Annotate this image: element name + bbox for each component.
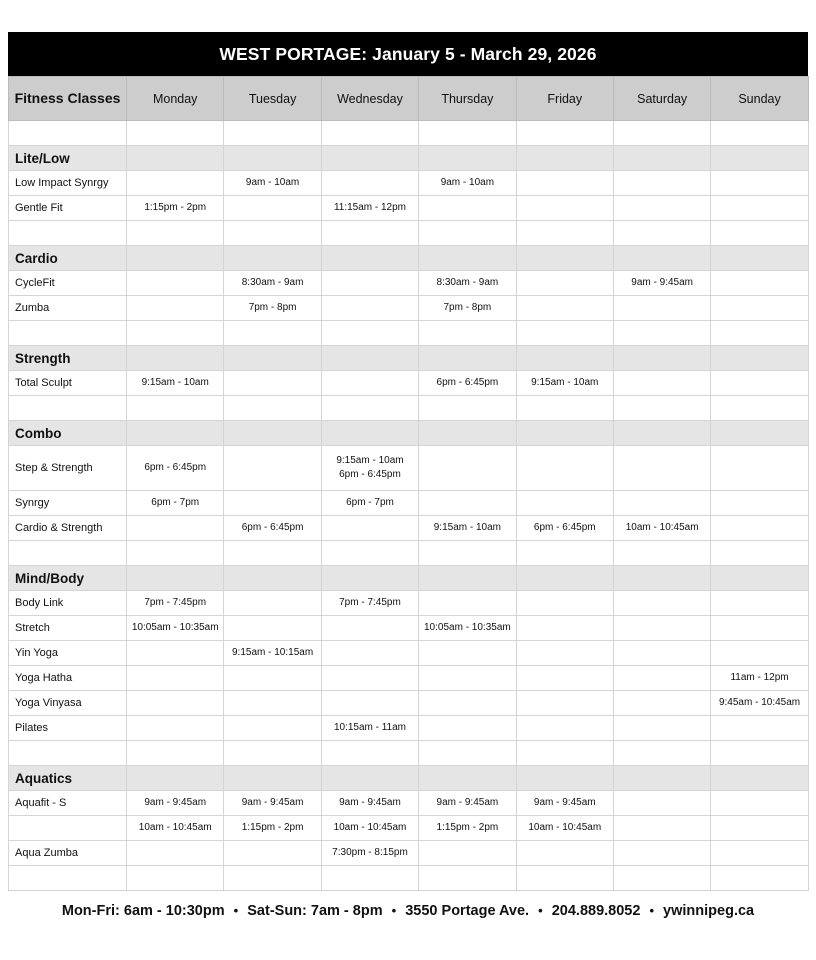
spacer-cell bbox=[127, 396, 224, 421]
section-header-cell bbox=[419, 246, 516, 271]
class-name-cell: Low Impact Synrgy bbox=[9, 171, 127, 196]
class-name-cell: Body Link bbox=[9, 591, 127, 616]
spacer-cell bbox=[9, 121, 127, 146]
spacer-row bbox=[9, 121, 809, 146]
section-header-row bbox=[9, 421, 809, 446]
class-time-cell bbox=[516, 691, 613, 716]
class-time-cell bbox=[321, 641, 418, 666]
class-time-cell: 9:15am - 10am bbox=[419, 516, 516, 541]
spacer-cell bbox=[711, 321, 808, 346]
section-header-cell bbox=[613, 766, 710, 791]
spacer-cell bbox=[516, 741, 613, 766]
class-time-cell bbox=[127, 171, 224, 196]
class-time-cell bbox=[516, 171, 613, 196]
spacer-cell bbox=[224, 866, 321, 891]
class-time-cell bbox=[711, 641, 808, 666]
section-header-cell bbox=[711, 421, 808, 446]
section-header-cell bbox=[127, 246, 224, 271]
column-header-sunday: Sunday bbox=[711, 77, 808, 121]
spacer-cell bbox=[321, 396, 418, 421]
section-header-cell bbox=[127, 766, 224, 791]
class-time-cell bbox=[516, 841, 613, 866]
section-header-cell bbox=[321, 766, 418, 791]
class-time-cell bbox=[321, 516, 418, 541]
spacer-cell bbox=[127, 741, 224, 766]
spacer-cell bbox=[9, 321, 127, 346]
class-time-cell: 6pm - 7pm bbox=[127, 491, 224, 516]
spacer-cell bbox=[127, 866, 224, 891]
section-header-row bbox=[9, 246, 809, 271]
section-header-row bbox=[9, 146, 809, 171]
section-header-cell bbox=[224, 566, 321, 591]
spacer-cell bbox=[321, 741, 418, 766]
spacer-cell bbox=[419, 866, 516, 891]
class-time-cell bbox=[419, 691, 516, 716]
class-time-cell bbox=[711, 791, 808, 816]
footer-separator-4: • bbox=[649, 903, 655, 918]
footer-website: ywinnipeg.ca bbox=[663, 903, 755, 919]
section-header-cell bbox=[419, 566, 516, 591]
class-time-cell bbox=[321, 271, 418, 296]
class-name-cell: Cardio & Strength bbox=[9, 516, 127, 541]
spacer-cell bbox=[127, 221, 224, 246]
section-header-cell bbox=[127, 421, 224, 446]
class-time-cell: 10am - 10:45am bbox=[127, 816, 224, 841]
class-name-cell: Total Sculpt bbox=[9, 371, 127, 396]
spacer-cell bbox=[516, 121, 613, 146]
spacer-cell bbox=[9, 396, 127, 421]
column-header-thursday: Thursday bbox=[419, 77, 516, 121]
class-time-cell: 11:15am - 12pm bbox=[321, 196, 418, 221]
class-row bbox=[9, 641, 809, 666]
class-time-cell: 10am - 10:45am bbox=[613, 516, 710, 541]
section-header-cell bbox=[419, 146, 516, 171]
class-time-cell bbox=[321, 296, 418, 321]
section-header-cell bbox=[613, 566, 710, 591]
class-row bbox=[9, 516, 809, 541]
class-name-cell: Yoga Hatha bbox=[9, 666, 127, 691]
class-time-cell: 9:15am - 10am 6pm - 6:45pm bbox=[321, 446, 418, 491]
class-time-cell: 6pm - 7pm bbox=[321, 491, 418, 516]
class-time-cell: 9am - 9:45am bbox=[224, 791, 321, 816]
section-header-cell bbox=[321, 146, 418, 171]
class-time-cell: 10:15am - 11am bbox=[321, 716, 418, 741]
spacer-cell bbox=[321, 221, 418, 246]
class-time-cell: 10:05am - 10:35am bbox=[127, 616, 224, 641]
class-row bbox=[9, 816, 809, 841]
spacer-cell bbox=[711, 221, 808, 246]
spacer-cell bbox=[516, 541, 613, 566]
spacer-cell bbox=[613, 221, 710, 246]
class-row bbox=[9, 666, 809, 691]
class-time-cell bbox=[224, 591, 321, 616]
section-header-cell bbox=[321, 346, 418, 371]
class-time-cell: 10am - 10:45am bbox=[516, 816, 613, 841]
spacer-cell bbox=[516, 321, 613, 346]
class-time-cell bbox=[516, 491, 613, 516]
spacer-cell bbox=[321, 321, 418, 346]
class-time-cell: 1:15pm - 2pm bbox=[419, 816, 516, 841]
class-time-cell bbox=[613, 791, 710, 816]
class-time-cell bbox=[613, 171, 710, 196]
class-time-cell: 7pm - 8pm bbox=[224, 296, 321, 321]
class-time-cell bbox=[127, 716, 224, 741]
spacer-cell bbox=[321, 121, 418, 146]
class-time-cell bbox=[613, 641, 710, 666]
class-time-cell bbox=[613, 491, 710, 516]
spacer-cell bbox=[224, 321, 321, 346]
section-header-label: Strength bbox=[9, 346, 127, 371]
class-time-cell bbox=[711, 816, 808, 841]
class-time-cell bbox=[224, 196, 321, 221]
spacer-cell bbox=[613, 541, 710, 566]
section-header-label: Cardio bbox=[9, 246, 127, 271]
table-header bbox=[9, 77, 809, 121]
column-header-wednesday: Wednesday bbox=[321, 77, 418, 121]
spacer-cell bbox=[419, 396, 516, 421]
class-time-cell bbox=[419, 666, 516, 691]
class-time-cell bbox=[127, 666, 224, 691]
spacer-cell bbox=[224, 221, 321, 246]
fitness-schedule-table bbox=[8, 76, 809, 891]
class-row bbox=[9, 491, 809, 516]
class-name-cell bbox=[9, 816, 127, 841]
column-header-fitness-classes: Fitness Classes bbox=[9, 77, 127, 121]
class-time-cell bbox=[613, 616, 710, 641]
class-time-cell bbox=[516, 616, 613, 641]
class-time-cell: 6pm - 6:45pm bbox=[419, 371, 516, 396]
section-header-cell bbox=[516, 566, 613, 591]
class-name-cell: Pilates bbox=[9, 716, 127, 741]
column-header-monday: Monday bbox=[127, 77, 224, 121]
class-time-cell bbox=[224, 446, 321, 491]
class-time-cell bbox=[613, 591, 710, 616]
section-header-cell bbox=[127, 566, 224, 591]
section-header-row bbox=[9, 566, 809, 591]
class-name-cell: Yoga Vinyasa bbox=[9, 691, 127, 716]
class-time-cell bbox=[224, 616, 321, 641]
class-time-cell bbox=[711, 591, 808, 616]
section-header-cell bbox=[516, 246, 613, 271]
class-time-cell bbox=[613, 446, 710, 491]
class-time-cell bbox=[127, 516, 224, 541]
spacer-cell bbox=[224, 741, 321, 766]
spacer-cell bbox=[711, 866, 808, 891]
class-time-cell: 1:15pm - 2pm bbox=[127, 196, 224, 221]
class-time-cell: 9am - 10am bbox=[419, 171, 516, 196]
spacer-cell bbox=[127, 321, 224, 346]
section-header-cell bbox=[516, 766, 613, 791]
class-time-cell: 8:30am - 9am bbox=[224, 271, 321, 296]
class-row bbox=[9, 841, 809, 866]
section-header-cell bbox=[321, 421, 418, 446]
spacer-cell bbox=[613, 121, 710, 146]
section-header-cell bbox=[711, 346, 808, 371]
class-time-cell bbox=[711, 516, 808, 541]
column-header-tuesday: Tuesday bbox=[224, 77, 321, 121]
class-time-cell: 6pm - 6:45pm bbox=[516, 516, 613, 541]
class-time-cell bbox=[127, 691, 224, 716]
section-header-label: Mind/Body bbox=[9, 566, 127, 591]
spacer-row bbox=[9, 321, 809, 346]
class-time-cell bbox=[711, 296, 808, 321]
class-time-cell: 7pm - 7:45pm bbox=[127, 591, 224, 616]
class-time-cell: 11am - 12pm bbox=[711, 666, 808, 691]
section-header-cell bbox=[224, 766, 321, 791]
class-time-cell bbox=[419, 591, 516, 616]
class-time-cell bbox=[613, 716, 710, 741]
class-time-cell: 9:15am - 10:15am bbox=[224, 641, 321, 666]
class-row bbox=[9, 616, 809, 641]
section-header-cell bbox=[321, 246, 418, 271]
class-time-cell bbox=[613, 816, 710, 841]
class-time-cell: 9am - 9:45am bbox=[321, 791, 418, 816]
spacer-row bbox=[9, 221, 809, 246]
class-time-cell bbox=[127, 641, 224, 666]
class-time-cell bbox=[419, 446, 516, 491]
class-name-cell: Stretch bbox=[9, 616, 127, 641]
spacer-row bbox=[9, 866, 809, 891]
class-time-cell: 7pm - 7:45pm bbox=[321, 591, 418, 616]
section-header-label: Aquatics bbox=[9, 766, 127, 791]
class-time-cell bbox=[613, 371, 710, 396]
spacer-cell bbox=[127, 541, 224, 566]
class-time-cell bbox=[321, 616, 418, 641]
spacer-cell bbox=[516, 396, 613, 421]
class-time-cell bbox=[711, 716, 808, 741]
class-time-cell: 9:15am - 10am bbox=[516, 371, 613, 396]
class-time-cell bbox=[321, 171, 418, 196]
footer-separator-3: • bbox=[538, 903, 543, 918]
section-header-row bbox=[9, 766, 809, 791]
spacer-cell bbox=[419, 121, 516, 146]
class-time-cell bbox=[321, 371, 418, 396]
spacer-cell bbox=[9, 221, 127, 246]
footer-weekday-hours: Mon-Fri: 6am - 10:30pm bbox=[61, 903, 225, 919]
class-time-cell: 9:45am - 10:45am bbox=[711, 691, 808, 716]
spacer-cell bbox=[419, 541, 516, 566]
class-time-cell bbox=[419, 196, 516, 221]
section-header-label: Combo bbox=[9, 421, 127, 446]
section-header-cell bbox=[224, 146, 321, 171]
class-name-cell: Zumba bbox=[9, 296, 127, 321]
class-time-cell bbox=[711, 446, 808, 491]
table-body bbox=[9, 121, 809, 891]
class-time-cell bbox=[419, 491, 516, 516]
spacer-cell bbox=[419, 321, 516, 346]
class-time-cell bbox=[711, 841, 808, 866]
section-header-cell bbox=[711, 766, 808, 791]
section-header-cell bbox=[516, 421, 613, 446]
class-time-cell bbox=[516, 446, 613, 491]
class-time-cell: 6pm - 6:45pm bbox=[224, 516, 321, 541]
section-header-row bbox=[9, 346, 809, 371]
section-header-cell bbox=[516, 146, 613, 171]
footer-separator-2: • bbox=[391, 903, 397, 918]
class-time-cell bbox=[613, 691, 710, 716]
section-header-label: Lite/Low bbox=[9, 146, 127, 171]
class-name-cell: Step & Strength bbox=[9, 446, 127, 491]
spacer-cell bbox=[711, 541, 808, 566]
class-time-cell bbox=[224, 491, 321, 516]
footer-weekend-hours: Sat-Sun: 7am - 8pm bbox=[247, 903, 383, 919]
class-time-cell bbox=[127, 841, 224, 866]
spacer-cell bbox=[613, 741, 710, 766]
class-time-cell bbox=[321, 691, 418, 716]
section-header-cell bbox=[516, 346, 613, 371]
section-header-cell bbox=[613, 146, 710, 171]
class-row bbox=[9, 716, 809, 741]
spacer-cell bbox=[224, 541, 321, 566]
section-header-cell bbox=[419, 346, 516, 371]
class-time-cell: 7pm - 8pm bbox=[419, 296, 516, 321]
section-header-cell bbox=[224, 346, 321, 371]
class-time-cell: 6pm - 6:45pm bbox=[127, 446, 224, 491]
spacer-cell bbox=[419, 741, 516, 766]
class-time-cell bbox=[613, 841, 710, 866]
class-time-cell bbox=[711, 271, 808, 296]
class-time-cell bbox=[711, 371, 808, 396]
footer-address: 3550 Portage Ave. bbox=[405, 903, 530, 919]
spacer-cell bbox=[516, 221, 613, 246]
section-header-cell bbox=[613, 246, 710, 271]
class-time-cell: 10am - 10:45am bbox=[321, 816, 418, 841]
class-time-cell bbox=[224, 371, 321, 396]
spacer-row bbox=[9, 541, 809, 566]
class-name-cell: Aqua Zumba bbox=[9, 841, 127, 866]
spacer-row bbox=[9, 396, 809, 421]
class-time-cell bbox=[516, 296, 613, 321]
footer-separator-1: • bbox=[233, 903, 239, 918]
schedule-title-bar bbox=[8, 32, 808, 76]
class-row bbox=[9, 591, 809, 616]
footer-info bbox=[0, 903, 816, 919]
class-time-cell bbox=[224, 841, 321, 866]
class-row bbox=[9, 296, 809, 321]
class-time-cell: 10:05am - 10:35am bbox=[419, 616, 516, 641]
spacer-cell bbox=[711, 396, 808, 421]
class-time-cell: 1:15pm - 2pm bbox=[224, 816, 321, 841]
class-time-cell bbox=[613, 296, 710, 321]
class-row bbox=[9, 791, 809, 816]
class-time-cell bbox=[711, 616, 808, 641]
spacer-cell bbox=[419, 221, 516, 246]
section-header-cell bbox=[127, 146, 224, 171]
section-header-cell bbox=[613, 421, 710, 446]
class-time-cell: 9am - 9:45am bbox=[419, 791, 516, 816]
class-time-cell bbox=[516, 196, 613, 221]
class-row bbox=[9, 271, 809, 296]
class-time-cell bbox=[516, 716, 613, 741]
footer-phone: 204.889.8052 bbox=[551, 903, 641, 919]
class-time-cell: 9am - 10am bbox=[224, 171, 321, 196]
class-time-cell bbox=[224, 666, 321, 691]
class-time-cell bbox=[613, 196, 710, 221]
section-header-cell bbox=[321, 566, 418, 591]
spacer-cell bbox=[127, 121, 224, 146]
section-header-cell bbox=[224, 246, 321, 271]
class-time-cell bbox=[516, 271, 613, 296]
class-name-cell: Yin Yoga bbox=[9, 641, 127, 666]
section-header-cell bbox=[613, 346, 710, 371]
class-time-cell bbox=[711, 196, 808, 221]
class-time-cell: 9:15am - 10am bbox=[127, 371, 224, 396]
class-time-cell bbox=[419, 641, 516, 666]
class-time-cell bbox=[127, 296, 224, 321]
class-row bbox=[9, 196, 809, 221]
class-time-cell bbox=[419, 841, 516, 866]
class-name-cell: Gentle Fit bbox=[9, 196, 127, 221]
spacer-cell bbox=[321, 866, 418, 891]
class-time-cell bbox=[224, 691, 321, 716]
spacer-cell bbox=[516, 866, 613, 891]
spacer-cell bbox=[224, 121, 321, 146]
spacer-cell bbox=[711, 121, 808, 146]
class-name-cell: CycleFit bbox=[9, 271, 127, 296]
class-name-cell: Synrgy bbox=[9, 491, 127, 516]
class-time-cell bbox=[711, 171, 808, 196]
section-header-cell bbox=[224, 421, 321, 446]
class-time-cell: 7:30pm - 8:15pm bbox=[321, 841, 418, 866]
spacer-cell bbox=[613, 396, 710, 421]
class-time-cell bbox=[516, 666, 613, 691]
class-time-cell: 8:30am - 9am bbox=[419, 271, 516, 296]
class-time-cell: 9am - 9:45am bbox=[613, 271, 710, 296]
page-title: WEST PORTAGE: January 5 - March 29, 2026 bbox=[219, 43, 597, 64]
column-header-row bbox=[9, 77, 809, 121]
section-header-cell bbox=[711, 146, 808, 171]
class-time-cell: 9am - 9:45am bbox=[127, 791, 224, 816]
spacer-cell bbox=[9, 541, 127, 566]
class-row bbox=[9, 446, 809, 491]
class-time-cell bbox=[419, 716, 516, 741]
class-name-cell: Aquafit - S bbox=[9, 791, 127, 816]
class-time-cell: 9am - 9:45am bbox=[516, 791, 613, 816]
spacer-cell bbox=[9, 866, 127, 891]
section-header-cell bbox=[711, 566, 808, 591]
class-time-cell bbox=[613, 666, 710, 691]
class-time-cell bbox=[321, 666, 418, 691]
spacer-cell bbox=[224, 396, 321, 421]
spacer-cell bbox=[613, 321, 710, 346]
class-time-cell bbox=[127, 271, 224, 296]
column-header-friday: Friday bbox=[516, 77, 613, 121]
class-time-cell bbox=[224, 716, 321, 741]
section-header-cell bbox=[419, 421, 516, 446]
spacer-row bbox=[9, 741, 809, 766]
class-row bbox=[9, 371, 809, 396]
class-time-cell bbox=[711, 491, 808, 516]
class-time-cell bbox=[516, 641, 613, 666]
class-row bbox=[9, 171, 809, 196]
spacer-cell bbox=[321, 541, 418, 566]
spacer-cell bbox=[9, 741, 127, 766]
column-header-saturday: Saturday bbox=[613, 77, 710, 121]
section-header-cell bbox=[419, 766, 516, 791]
class-time-cell bbox=[516, 591, 613, 616]
section-header-cell bbox=[127, 346, 224, 371]
spacer-cell bbox=[613, 866, 710, 891]
class-row bbox=[9, 691, 809, 716]
section-header-cell bbox=[711, 246, 808, 271]
spacer-cell bbox=[711, 741, 808, 766]
